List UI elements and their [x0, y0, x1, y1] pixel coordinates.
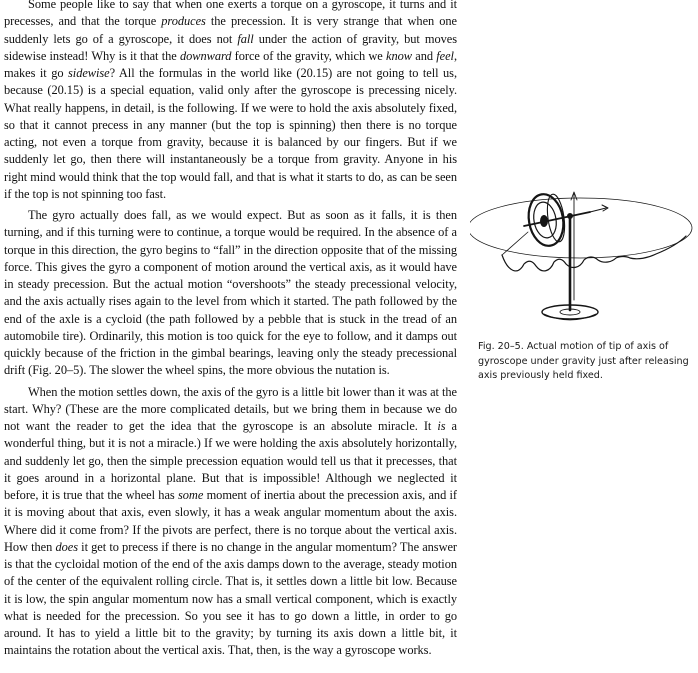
- text-run: Some people like to say that when one exerts a torque on a gyroscope, it turns and it precesses, and that the torque: [4, 0, 457, 29]
- text-run: under the action of gravity, but moves sidewise instead! Why is it that the: [4, 31, 457, 63]
- emphasis: sidewise: [68, 66, 110, 80]
- text-run: ? All the formulas in the world like (20.15) are not going to tell us, because (20.15) is a special equation, valid only after the gyroscope is precessing nicely. What really happens, in detail, is the following. If we were to hold the axis absolutely fixed, so that it cannot precess in any manner (but the top is spinning) then there is no torque acting, not even a torque from gravity, because it is balanced by our fingers. But if we suddenly let go, then there will instantaneously be a torque from gravity. Anyone in his right mind would think that the top would fall, and that is what it starts to do, as can be seen if the top is not spinning too fast.: [4, 66, 458, 201]
- figure-caption: Fig. 20–5. Actual motion of tip of axis of gyroscope under gravity just after releasing axis previously held fixed.: [478, 341, 689, 381]
- emphasis: some: [178, 488, 204, 502]
- paragraph: [4, 0, 457, 203]
- emphasis: produces: [161, 14, 206, 29]
- text-run: the precession. It is very strange that when one suddenly lets go of a gyroscope, it does not: [4, 14, 457, 46]
- emphasis: downward: [179, 48, 232, 63]
- text-run: a wonderful thing, but it is not a miracle.) If we were holding the axis absolutely horizontally, and suddenly let go, then the simple precession equation would tell us that it precesses, that it goes around in a horizontal plane. But that is impossible! Although we neglected it before, it is true that the wheel has: [4, 419, 457, 502]
- emphasis: does: [55, 539, 78, 554]
- emphasis: know: [386, 48, 412, 63]
- body-text-column: [4, 0, 457, 660]
- figure-20-5: [470, 160, 696, 384]
- text-run: it get to precess if there is no change in the angular momentum? The answer is that the cycloidal motion of the end of the axis damps down to the average, steady motion of the center of the equivalent rolling circle. That is, it settles down a little bit low. Because it is low, the spin angular momentum now has a small vertical component, which is exactly what is needed for the precession. So you see it has to go down a little, in order to go around. It has to yield a little bit to the gravity; by turning its axis down a little bit, it maintains the rotation about the vertical axis. That, then, is the way a gyroscope works.: [4, 539, 457, 658]
- cycloid-trace: [502, 236, 686, 271]
- text-run: The gyro actually does fall, as we would expect. But as soon as it falls, it is then turning, and if this turning were to continue, a torque would be required. In the absence of a torque in this direction, the gyro begins to “fall” in the direction opposite that of the missing force. This gives the gyro a component of motion around the vertical axis, as it would have in steady precession. But the actual motion “overshoots” the steady precessional velocity, and the axis actually rises again to the level from which it started. The path followed by the end of the axle is a cycloid (the path followed by a pebble that is stuck in the tread of an automobile tire). Ordinarily, this motion is too quick for the eye to follow, and it damps out quickly because of the friction in the gimbal bearings, leaving only the steady precessional drift (Fig. 20–5). The slower the wheel spins, the more obvious the nutation is.: [4, 208, 457, 378]
- text-run: When the motion settles down, the axis of the gyro is a little bit lower than it was at the start. Why? (These are the more complicated details, but we bring them in because we do not want the reader to get the idea that the gyroscope is an absolute miracle. It: [4, 384, 457, 433]
- text-run: moment of inertia about the precession axis, and if it is moving about that axis, even slowly, it has a weak angular momentum about the axis. Where did it come from? If the pivots are perfect, there is no torque about the vertical axis. How then: [4, 488, 458, 554]
- emphasis: feel: [436, 48, 454, 63]
- text-run: , makes it go: [4, 48, 457, 80]
- emphasis: fall: [237, 31, 254, 46]
- gyroscope-cycloid-illustration: [470, 160, 696, 330]
- text-run: force of the gravity, which we: [231, 48, 387, 63]
- paragraph: [4, 384, 457, 660]
- text-run: and: [411, 48, 437, 63]
- axle-arrow: [590, 208, 606, 212]
- tip-line: [502, 232, 528, 255]
- paragraph: [4, 207, 457, 380]
- emphasis: is: [437, 419, 446, 433]
- precession-ellipse: [470, 198, 692, 258]
